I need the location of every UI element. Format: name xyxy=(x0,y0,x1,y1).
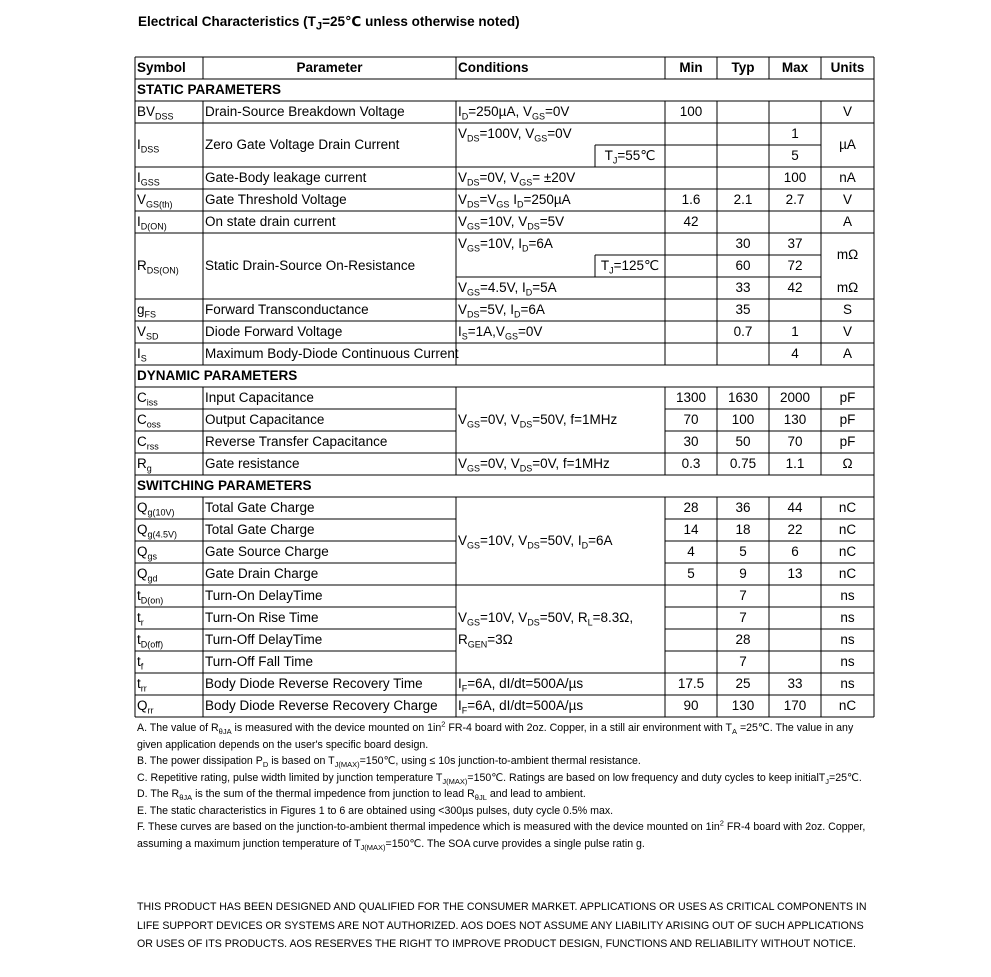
unit-cell: A xyxy=(842,346,852,361)
typ-cell: 36 xyxy=(735,500,751,515)
parameter-cell: Turn-Off DelayTime xyxy=(205,632,323,647)
unit-cell: ns xyxy=(840,632,855,647)
max-cell: 42 xyxy=(787,280,803,295)
unit-cell: V xyxy=(842,324,852,339)
typ-cell: 7 xyxy=(739,654,747,669)
symbol-cell: $t_f$ xyxy=(137,654,144,672)
typ-cell: 1630 xyxy=(727,390,759,405)
parameter-cell: Body Diode Reverse Recovery Charge xyxy=(205,698,438,713)
max-cell: 1.1 xyxy=(785,456,805,471)
parameter-cell: Output Capacitance xyxy=(205,412,325,427)
condition-cell: $V_{DS}=V_{GS}$ $I_D=250\mu A$ xyxy=(458,192,571,210)
parameter-cell: Maximum Body-Diode Continuous Current xyxy=(205,346,459,361)
unit-cell: µA xyxy=(839,137,856,152)
max-cell: 130 xyxy=(783,412,807,427)
unit-cell: Ω xyxy=(842,456,853,471)
column-header-units: Units xyxy=(830,60,865,75)
typ-cell: 50 xyxy=(735,434,751,449)
max-cell: 6 xyxy=(791,544,799,559)
parameter-cell: Input Capacitance xyxy=(205,390,314,405)
unit-cell: pF xyxy=(839,412,856,427)
condition-cell: $V_{GS}=10V$, $V_{DS}=50V$, $R_L=8.3\Omega$, xyxy=(458,610,634,628)
symbol-cell: $Q_{rr}$ xyxy=(137,698,154,716)
condition-cell: $I_D=250\mu A$, $V_{GS}=0V$ xyxy=(458,104,570,122)
unit-cell: nC xyxy=(838,698,857,713)
unit-cell: nA xyxy=(839,170,856,185)
min-cell: 5 xyxy=(687,566,695,581)
parameter-cell: Gate resistance xyxy=(205,456,300,471)
section-switching: SWITCHING PARAMETERS xyxy=(137,478,312,493)
parameter-cell: Turn-On Rise Time xyxy=(205,610,319,625)
disclaimer xyxy=(137,898,877,954)
unit-cell: nC xyxy=(838,500,857,515)
parameter-cell: Gate Drain Charge xyxy=(205,566,319,581)
min-cell: 30 xyxy=(683,434,699,449)
parameter-cell: Total Gate Charge xyxy=(205,500,315,515)
symbol-cell: $g_{FS}$ xyxy=(137,302,157,320)
typ-cell: 9 xyxy=(739,566,747,581)
unit-cell: mΩ xyxy=(836,247,859,262)
typ-cell: 100 xyxy=(731,412,755,427)
max-cell: 2.7 xyxy=(785,192,805,207)
min-cell: 28 xyxy=(683,500,699,515)
column-header-max: Max xyxy=(781,60,809,75)
symbol-cell: $Q_{gd}$ xyxy=(137,566,158,584)
symbol-cell: $I_{GSS}$ xyxy=(137,170,160,188)
condition-cell: $V_{DS}=0V$, $V_{GS}= \pm 20V$ xyxy=(458,170,576,188)
unit-cell: ns xyxy=(840,676,855,691)
condition-cell: $V_{GS}=10V$, $V_{DS}=5V$ xyxy=(458,214,565,232)
parameter-cell: Total Gate Charge xyxy=(205,522,315,537)
min-cell: 1300 xyxy=(675,390,707,405)
footnotes xyxy=(137,720,875,852)
unit-cell: A xyxy=(842,214,852,229)
max-cell: 72 xyxy=(787,258,803,273)
disclaimer-text: THIS PRODUCT HAS BEEN DESIGNED AND QUALIFIED FOR THE CONSUMER MARKET. APPLICATIONS OR USES AS CRITICAL COMPONENTS IN LIFE SUPPORT DEVICES OR SYSTEMS ARE NOT AUTHORIZED. AOS DOES NOT ASSUME ANY LIABILITY ARISING OUT OF SUCH APPLICATIONS OR USES OF ITS PRODUCTS. AOS RESERVES THE RIGHT TO IMPROVE PRODUCT DESIGN, FUNCTIONS AND RELIABILITY WITHOUT NOTICE. xyxy=(137,901,867,950)
min-cell: 17.5 xyxy=(677,676,705,691)
symbol-cell: $t_{D(on)}$ xyxy=(137,588,164,606)
column-header-typ: Typ xyxy=(731,60,755,75)
min-cell: 90 xyxy=(683,698,699,713)
symbol-cell: $Q_{g(10V)}$ xyxy=(137,500,175,518)
typ-cell: 5 xyxy=(739,544,747,559)
unit-cell: nC xyxy=(838,522,857,537)
max-cell: 5 xyxy=(791,148,799,163)
unit-cell: pF xyxy=(839,434,856,449)
parameter-cell: Gate Source Charge xyxy=(205,544,329,559)
typ-cell: 33 xyxy=(735,280,751,295)
typ-cell: 2.1 xyxy=(733,192,753,207)
unit-cell: V xyxy=(842,104,852,119)
typ-cell: 7 xyxy=(739,610,747,625)
unit-cell: V xyxy=(842,192,852,207)
parameter-cell: Gate-Body leakage current xyxy=(205,170,367,185)
section-dynamic: DYNAMIC PARAMETERS xyxy=(137,368,298,383)
symbol-cell: $I_{D(ON)}$ xyxy=(137,214,167,232)
typ-cell: 25 xyxy=(735,676,751,691)
column-header-parameter: Parameter xyxy=(296,60,363,75)
typ-cell: 7 xyxy=(739,588,747,603)
parameter-cell: On state drain current xyxy=(205,214,336,229)
typ-cell: 35 xyxy=(735,302,751,317)
footnote-f: F. These curves are based on the junction-to-ambient thermal impedence which is measured with the device mounted on $1in^2$ FR-4 board with 2oz. Copper, assuming a maximum junction temperature of $T_{J(MAX)}=150℃$. The SOA curve provides a single pulse ratin g. xyxy=(137,818,866,852)
footnote-e: E. The static characteristics in Figures 1 to 6 are obtained using <300µs pulses, duty cycle 0.5% max. xyxy=(137,804,614,817)
parameter-cell: Drain-Source Breakdown Voltage xyxy=(205,104,405,119)
unit-cell: ns xyxy=(840,610,855,625)
parameter-cell: Turn-Off Fall Time xyxy=(205,654,314,669)
max-cell: 22 xyxy=(787,522,803,537)
parameter-cell: Zero Gate Voltage Drain Current xyxy=(205,137,400,152)
symbol-cell: $V_{SD}$ xyxy=(137,324,159,342)
symbol-cell: $V_{GS(th)}$ xyxy=(137,192,173,210)
symbol-cell: $I_S$ xyxy=(137,346,147,364)
parameter-cell: Reverse Transfer Capacitance xyxy=(205,434,388,449)
typ-cell: 30 xyxy=(735,236,751,251)
unit-cell: ns xyxy=(840,588,855,603)
min-cell: 0.3 xyxy=(681,456,701,471)
symbol-cell: $C_{iss}$ xyxy=(137,390,158,408)
footnote-d: D. The $R_{\theta JA}$ is the sum of the thermal impedence from junction to lead $R_{\theta JL}$ and lead to ambient. xyxy=(137,788,586,803)
parameter-cell: Diode Forward Voltage xyxy=(205,324,343,339)
parameter-cell: Static Drain-Source On-Resistance xyxy=(205,258,416,273)
condition-cell: $T_J=125℃$ xyxy=(600,258,660,276)
condition-cell: $V_{GS}=0V$, $V_{DS}=50V$, f=1MHz xyxy=(458,412,618,430)
symbol-cell: $t_{rr}$ xyxy=(137,676,147,694)
parameter-cell: Forward Transconductance xyxy=(205,302,369,317)
condition-cell: $V_{GS}=0V$, $V_{DS}=0V$, f=1MHz xyxy=(458,456,610,474)
page-title: Electrical Characteristics ($T_J=25℃$ unless otherwise noted) xyxy=(138,14,520,33)
max-cell: 1 xyxy=(791,324,799,339)
max-cell: 170 xyxy=(783,698,807,713)
typ-cell: 18 xyxy=(735,522,751,537)
symbol-cell: $Q_{gs}$ xyxy=(137,544,158,562)
max-cell: 13 xyxy=(787,566,803,581)
typ-cell: 130 xyxy=(731,698,755,713)
max-cell: 70 xyxy=(787,434,803,449)
max-cell: 33 xyxy=(787,676,803,691)
column-header-conditions: Conditions xyxy=(458,60,529,75)
section-static: STATIC PARAMETERS xyxy=(137,82,281,97)
max-cell: 2000 xyxy=(779,390,811,405)
max-cell: 4 xyxy=(791,346,799,361)
footnote-a: A. The value of $R_{\theta JA}$ is measured with the device mounted on $1in^2$ FR-4 board with 2oz. Copper, in a still air environment with $T_A$ =25℃. The value in any given application depends on the user's specific board design. xyxy=(137,719,854,751)
unit-cell: nC xyxy=(838,544,857,559)
condition-cell: $T_J=55℃$ xyxy=(604,148,656,166)
max-cell: 1 xyxy=(791,126,799,141)
min-cell: 70 xyxy=(683,412,699,427)
parameter-cell: Body Diode Reverse Recovery Time xyxy=(205,676,423,691)
symbol-cell: $t_{D(off)}$ xyxy=(137,632,164,650)
typ-cell: 60 xyxy=(735,258,751,273)
max-cell: 44 xyxy=(787,500,803,515)
symbol-cell: $C_{oss}$ xyxy=(137,412,161,430)
min-cell: 4 xyxy=(687,544,695,559)
condition-cell: $I_F=6A$, dI/dt=500A/µs xyxy=(458,698,584,716)
column-header-symbol: Symbol xyxy=(137,60,186,75)
footnote-c: C. Repetitive rating, pulse width limited by junction temperature $T_{J(MAX)}=150℃$. Ratings are based on low frequency and duty cycles to keep initialT$_J$=25℃. xyxy=(137,771,862,786)
min-cell: 1.6 xyxy=(681,192,701,207)
parameter-cell: Turn-On DelayTime xyxy=(205,588,323,603)
parameter-cell: Gate Threshold Voltage xyxy=(205,192,347,207)
column-header-min: Min xyxy=(679,60,703,75)
footnote-b: B. The power dissipation $P_D$ is based on $T_{J(MAX)}=150℃$, using ≤ 10s junction-to-ambient thermal resistance. xyxy=(137,755,641,770)
min-cell: 100 xyxy=(679,104,703,119)
unit-cell: S xyxy=(842,302,852,317)
condition-cell: $V_{GS}=10V$, $V_{DS}=50V$, $I_D=6A$ xyxy=(458,533,613,551)
condition-cell: $I_S=1A,V_{GS}=0V$ xyxy=(458,324,543,342)
symbol-cell: $I_{DSS}$ xyxy=(137,137,160,155)
symbol-cell: $Q_{g(4.5V)}$ xyxy=(137,522,178,540)
typ-cell: 0.75 xyxy=(729,456,757,471)
min-cell: 42 xyxy=(683,214,699,229)
symbol-cell: $C_{rss}$ xyxy=(137,434,159,452)
max-cell: 100 xyxy=(783,170,807,185)
typ-cell: 0.7 xyxy=(733,324,753,339)
condition-cell: $R_{GEN}=3\Omega$ xyxy=(458,632,513,650)
min-cell: 14 xyxy=(683,522,699,537)
unit-cell: mΩ xyxy=(836,280,859,295)
unit-cell: nC xyxy=(838,566,857,581)
symbol-cell: $BV_{DSS}$ xyxy=(137,104,174,122)
unit-cell: pF xyxy=(839,390,856,405)
condition-cell: $V_{DS}=100V$, $V_{GS}=0V$ xyxy=(458,126,572,144)
condition-cell: $V_{GS}=4.5V$, $I_D=5A$ xyxy=(458,280,557,298)
unit-cell: ns xyxy=(840,654,855,669)
symbol-cell: $t_r$ xyxy=(137,610,144,628)
condition-cell: $I_F=6A$, dI/dt=500A/µs xyxy=(458,676,584,694)
condition-cell: $V_{DS}=5V$, $I_D=6A$ xyxy=(458,302,545,320)
typ-cell: 28 xyxy=(735,632,751,647)
symbol-cell: $R_g$ xyxy=(137,456,152,474)
symbol-cell: $R_{DS(ON)}$ xyxy=(137,258,179,276)
max-cell: 37 xyxy=(787,236,803,251)
condition-cell: $V_{GS}=10V$, $I_D=6A$ xyxy=(458,236,553,254)
